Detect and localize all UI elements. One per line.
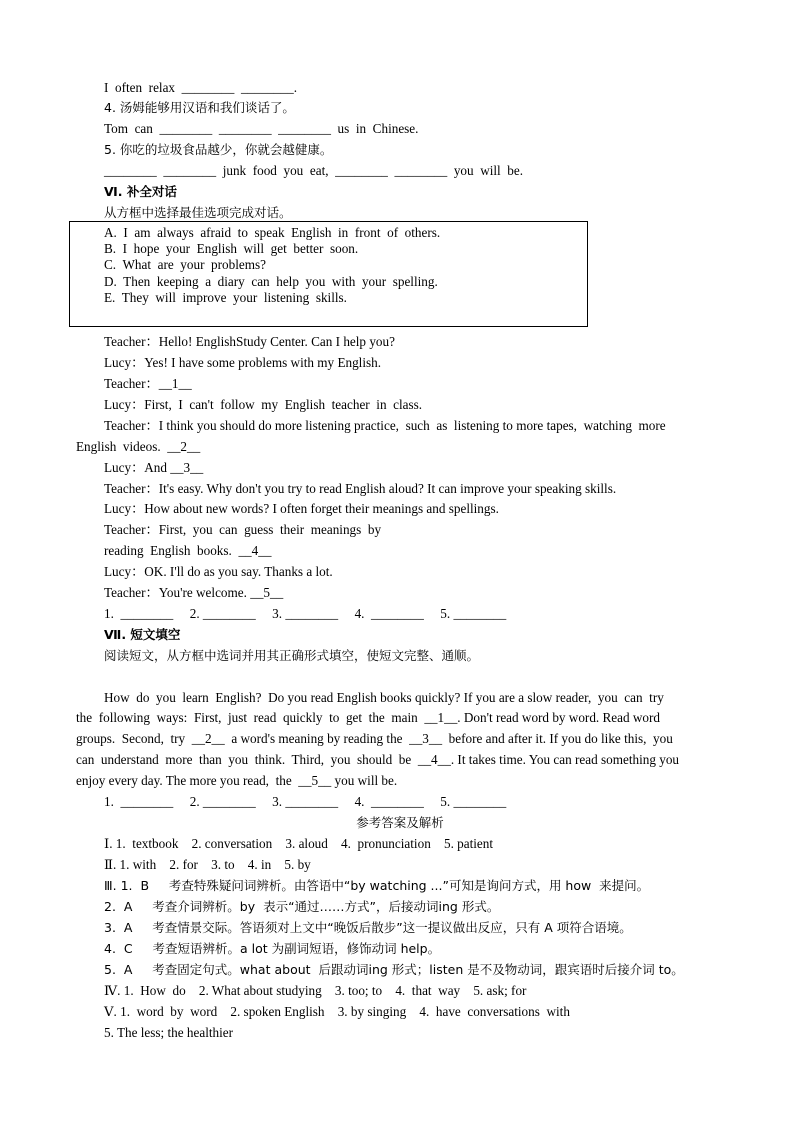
blank-1: __1__ bbox=[158, 376, 192, 391]
answer-section-3-item-4: 4. C 考查短语辨析。a lot 为副词短语，修饰动词 help。 bbox=[104, 941, 441, 956]
answer-section-5: Ⅴ. 1. word by word 2. spoken English 3. by singing 4. have conversations with bbox=[104, 1004, 570, 1019]
line-text: Lucy：And bbox=[104, 460, 171, 475]
dialogue-line-5b bbox=[76, 439, 200, 455]
option-d: D. Then keeping a diary can help you with your spelling. bbox=[104, 274, 438, 289]
section-6-instruction: 从方框中选择最佳选项完成对话。 bbox=[104, 205, 292, 220]
answer-section-3-item-1: Ⅲ. 1. B 考查特殊疑问词辨析。由答语中“by watching ...”可知是询问方式，用 how 来提问。 bbox=[104, 878, 650, 893]
passage-line-4 bbox=[76, 752, 679, 768]
line-text: before and after it. If you do like this, you bbox=[442, 731, 673, 746]
item-4-chinese: 4. 汤姆能够用汉语和我们谈话了。 bbox=[104, 100, 295, 115]
item-3-english: I often relax ________ ________. bbox=[104, 80, 298, 95]
dialogue-line-6 bbox=[104, 460, 203, 476]
line-text: English videos. bbox=[76, 439, 168, 454]
item-5-english: ________ ________ junk food you eat, ________ ________ you will be. bbox=[104, 163, 524, 178]
passage-blank-3: __3__ bbox=[409, 731, 443, 746]
option-e: E. They will improve your listening skills. bbox=[104, 290, 347, 305]
dialogue-line-1: Teacher：Hello! EnglishStudy Center. Can I help you? bbox=[104, 334, 395, 349]
speaker-label: Teacher： bbox=[104, 376, 159, 391]
line-text: Teacher：You're welcome. bbox=[104, 585, 251, 600]
line-text: the following ways: First, just read quickly to get the main bbox=[76, 710, 425, 725]
dialogue-line-2: Lucy：Yes! I have some problems with my English. bbox=[104, 355, 382, 370]
passage-blank-5: __5__ bbox=[298, 773, 332, 788]
item-4-english: Tom can ________ ________ ________ us in Chinese. bbox=[104, 121, 419, 136]
dialogue-line-8: Lucy：How about new words? I often forget their meanings and spellings. bbox=[104, 501, 499, 516]
line-text: can understand more than you think. Third, you should be bbox=[76, 752, 418, 767]
line-text: enjoy every day. The more you read, the bbox=[76, 773, 299, 788]
passage-blank-1: __1__ bbox=[424, 710, 458, 725]
passage-blank-4: __4__ bbox=[417, 752, 451, 767]
blank-4: __4__ bbox=[238, 543, 272, 558]
section-7-answer-line: 1. ________ 2. ________ 3. ________ 4. ________ 5. ________ bbox=[104, 794, 507, 809]
option-c: C. What are your problems? bbox=[104, 257, 266, 272]
passage-line-5 bbox=[76, 773, 397, 789]
dialogue-line-3 bbox=[104, 376, 192, 392]
passage-line-3 bbox=[76, 731, 673, 747]
item-5-chinese: 5. 你吃的垃圾食品越少，你就会越健康。 bbox=[104, 142, 333, 157]
line-text: groups. Second, try bbox=[76, 731, 192, 746]
passage-line-1: How do you learn English? Do you read English books quickly? If you are a slow reader, you can try bbox=[104, 690, 664, 705]
answer-section-3-item-5: 5. A 考查固定句式。what about 后跟动词ing 形式；listen 是不及物动词，跟宾语时后接介词 to。 bbox=[104, 962, 684, 977]
line-text: reading English books. bbox=[104, 543, 239, 558]
answer-section-2: Ⅱ. 1. with 2. for 3. to 4. in 5. by bbox=[104, 857, 311, 872]
line-text: a word's meaning by reading the bbox=[224, 731, 410, 746]
section-6-answer-line: 1. ________ 2. ________ 3. ________ 4. ________ 5. ________ bbox=[104, 606, 507, 621]
dialogue-line-9b bbox=[104, 543, 271, 559]
section-7-instruction: 阅读短文，从方框中选词并用其正确形式填空，使短文完整、通顺。 bbox=[104, 648, 480, 663]
passage-blank-2: __2__ bbox=[191, 731, 225, 746]
option-a: A. I am always afraid to speak English in front of others. bbox=[104, 225, 441, 240]
answer-section-4: Ⅳ. 1. How do 2. What about studying 3. too; to 4. that way 5. ask; for bbox=[104, 983, 527, 998]
answer-section-5-cont: 5. The less; the healthier bbox=[104, 1025, 234, 1040]
blank-5: __5__ bbox=[250, 585, 284, 600]
blank-2: __2__ bbox=[167, 439, 201, 454]
dialogue-line-7: Teacher：It's easy. Why don't you try to read English aloud? It can improve your speaking skills. bbox=[104, 481, 617, 496]
option-b: B. I hope your English will get better soon. bbox=[104, 241, 359, 256]
dialogue-line-10: Lucy：OK. I'll do as you say. Thanks a lot. bbox=[104, 564, 333, 579]
dialogue-line-5a: Teacher：I think you should do more listening practice, such as listening to more tapes, watching more bbox=[104, 418, 666, 433]
answer-section-3-item-3: 3. A 考查情景交际。答语须对上文中“晚饭后散步”这一提议做出反应，只有 A 项符合语境。 bbox=[104, 920, 632, 935]
line-text: . It takes time. You can read something you bbox=[450, 752, 680, 767]
dialogue-line-11 bbox=[104, 585, 283, 601]
answers-title: 参考答案及解析 bbox=[356, 815, 444, 830]
section-6-heading: Ⅵ. 补全对话 bbox=[104, 184, 177, 199]
answer-section-1: Ⅰ. 1. textbook 2. conversation 3. aloud 4. pronunciation 5. patient bbox=[104, 836, 494, 851]
blank-3: __3__ bbox=[170, 460, 204, 475]
dialogue-line-4: Lucy：First, I can't follow my English teacher in class. bbox=[104, 397, 423, 412]
line-text: . Don't read word by word. Read word bbox=[457, 710, 661, 725]
passage-line-2 bbox=[76, 710, 660, 726]
answer-section-3-item-2: 2. A 考查介词辨析。by 表示“通过……方式”，后接动词ing 形式。 bbox=[104, 899, 500, 914]
dialogue-line-9a: Teacher：First, you can guess their meanings by bbox=[104, 522, 382, 537]
line-text: you will be. bbox=[331, 773, 398, 788]
section-7-heading: Ⅶ. 短文填空 bbox=[104, 627, 181, 642]
